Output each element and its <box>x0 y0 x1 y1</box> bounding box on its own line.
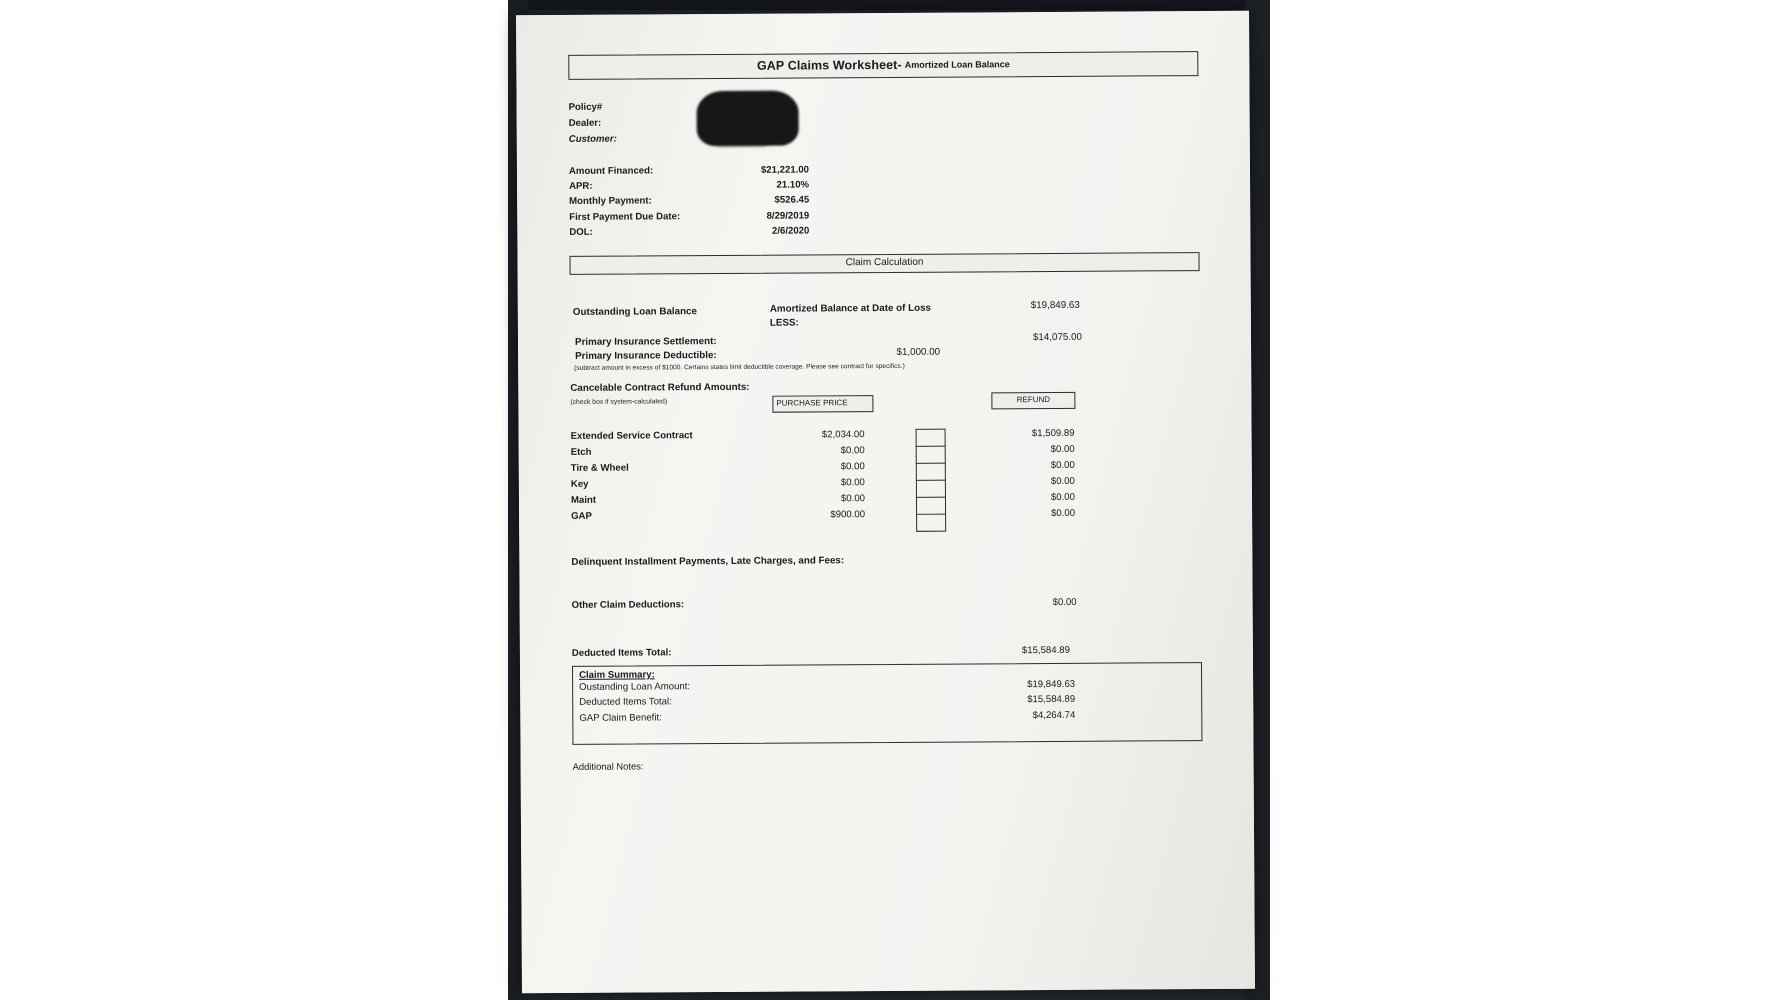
refund-row-purchase: $0.00 <box>840 445 865 457</box>
deducted-items-total-value: $15,584.89 <box>1021 644 1070 656</box>
backdrop-top-strip <box>508 0 1270 10</box>
delinquent-payments-label: Delinquent Installment Payments, Late Charges, and Fees: <box>571 555 845 569</box>
table-row <box>579 709 1195 728</box>
dol-label: DOL: <box>569 226 593 239</box>
primary-insurance-deductible-value: $1,000.00 <box>896 346 941 358</box>
primary-insurance-deductible-label: Primary Insurance Deductible: <box>575 349 717 362</box>
document-title-bar <box>568 51 1198 80</box>
refund-row-purchase: $900.00 <box>830 509 866 521</box>
field-dealer-label: Dealer: <box>568 117 602 130</box>
summary-row-label: Oustanding Loan Amount: <box>579 680 691 693</box>
summary-row-label: GAP Claim Benefit: <box>579 711 662 724</box>
refund-row-refund: $0.00 <box>1050 444 1075 456</box>
refund-section-title: Cancelable Contract Refund Amounts: <box>570 381 750 394</box>
refund-row-refund: $0.00 <box>1050 492 1076 504</box>
table-row <box>569 209 809 226</box>
refund-row-name: Key <box>570 479 589 491</box>
redaction-mark <box>696 91 798 147</box>
table-row <box>569 225 809 242</box>
field-customer-label: Customer: <box>568 134 617 146</box>
amount-financed-value: $21,221.00 <box>760 164 810 176</box>
amortized-balance-label: Amortized Balance at Date of Loss <box>769 302 932 315</box>
amount-financed-label: Amount Financed: <box>568 165 654 177</box>
refund-row-name: Extended Service Contract <box>570 430 693 443</box>
additional-notes-label: Additional Notes: <box>572 759 644 772</box>
table-row <box>569 194 809 211</box>
page-subtitle: Amortized Loan Balance <box>904 59 1010 70</box>
refund-row-name: Tire & Wheel <box>570 462 629 475</box>
field-policy-label: Policy# <box>568 101 603 113</box>
dol-value: 2/6/2020 <box>771 225 810 237</box>
summary-row-value: $19,849.63 <box>1027 678 1076 690</box>
other-claim-deductions-value: $0.00 <box>1052 596 1077 608</box>
paper-sheet <box>516 11 1255 993</box>
refund-row-purchase: $0.00 <box>840 493 866 505</box>
header-info-block <box>569 96 1199 148</box>
refund-row-purchase: $2,034.00 <box>821 429 865 441</box>
outstanding-loan-balance-label: Outstanding Loan Balance <box>572 305 697 318</box>
summary-row-value: $4,264.74 <box>1032 709 1076 721</box>
deducted-items-total-label: Deducted Items Total: <box>571 646 672 659</box>
page-title: GAP Claims Worksheet- <box>756 57 902 73</box>
summary-row-value: $15,584.89 <box>1027 693 1076 706</box>
claim-summary-title: Claim Summary: <box>579 668 655 681</box>
monthly-payment-value: $526.45 <box>774 194 810 207</box>
primary-insurance-settlement-value: $14,075.00 <box>1032 331 1083 343</box>
column-header-refund <box>991 391 1075 409</box>
apr-label: APR: <box>569 180 593 192</box>
other-claim-deductions-row <box>572 596 1202 616</box>
summary-row-label: Deducted Items Total: <box>579 696 672 708</box>
refund-row-purchase: $0.00 <box>840 477 865 489</box>
refund-row-refund: $0.00 <box>1050 476 1075 488</box>
apr-value: 21.10% <box>776 179 810 191</box>
other-claim-deductions-label: Other Claim Deductions: <box>571 598 685 611</box>
refund-row-refund: $0.00 <box>1051 508 1076 520</box>
table-row <box>569 178 809 195</box>
refund-row-name: Maint <box>570 495 597 507</box>
claim-summary-box <box>572 662 1202 745</box>
first-payment-due-value: 8/29/2019 <box>766 210 810 222</box>
refund-row-refund: $0.00 <box>1050 460 1075 472</box>
column-header-refund-label: REFUND <box>1016 395 1051 405</box>
refund-section <box>570 379 1201 528</box>
deductible-note: (subtract amount in excess of $1000. Certains states limit deductible coverage. Please see contract for specifics.) <box>574 362 905 372</box>
first-payment-due-label: First Payment Due Date: <box>569 211 681 223</box>
less-label: LESS: <box>769 317 799 329</box>
loan-details-table <box>569 163 809 241</box>
refund-rows <box>571 427 1202 527</box>
refund-row-purchase: $0.00 <box>840 461 865 473</box>
table-row <box>569 163 809 180</box>
gap-claims-worksheet <box>568 51 1202 772</box>
table-row <box>571 507 1201 527</box>
claim-calculation-section <box>570 287 1201 377</box>
claim-calculation-band <box>569 252 1199 275</box>
column-header-purchase-price <box>772 395 873 413</box>
amortized-balance-value: $19,849.63 <box>1030 299 1080 311</box>
refund-row-name: Etch <box>570 447 592 459</box>
refund-row-name: GAP <box>571 511 592 523</box>
column-header-purchase-price-label: PURCHASE PRICE <box>776 398 848 408</box>
deducted-items-total-row <box>572 644 1202 664</box>
claim-calculation-label: Claim Calculation <box>845 256 924 269</box>
refund-row-refund: $1,509.89 <box>1031 428 1075 440</box>
monthly-payment-label: Monthly Payment: <box>569 195 652 208</box>
primary-insurance-settlement-label: Primary Insurance Settlement: <box>574 335 717 348</box>
refund-section-note: (check box if system-calculated) <box>570 398 668 406</box>
